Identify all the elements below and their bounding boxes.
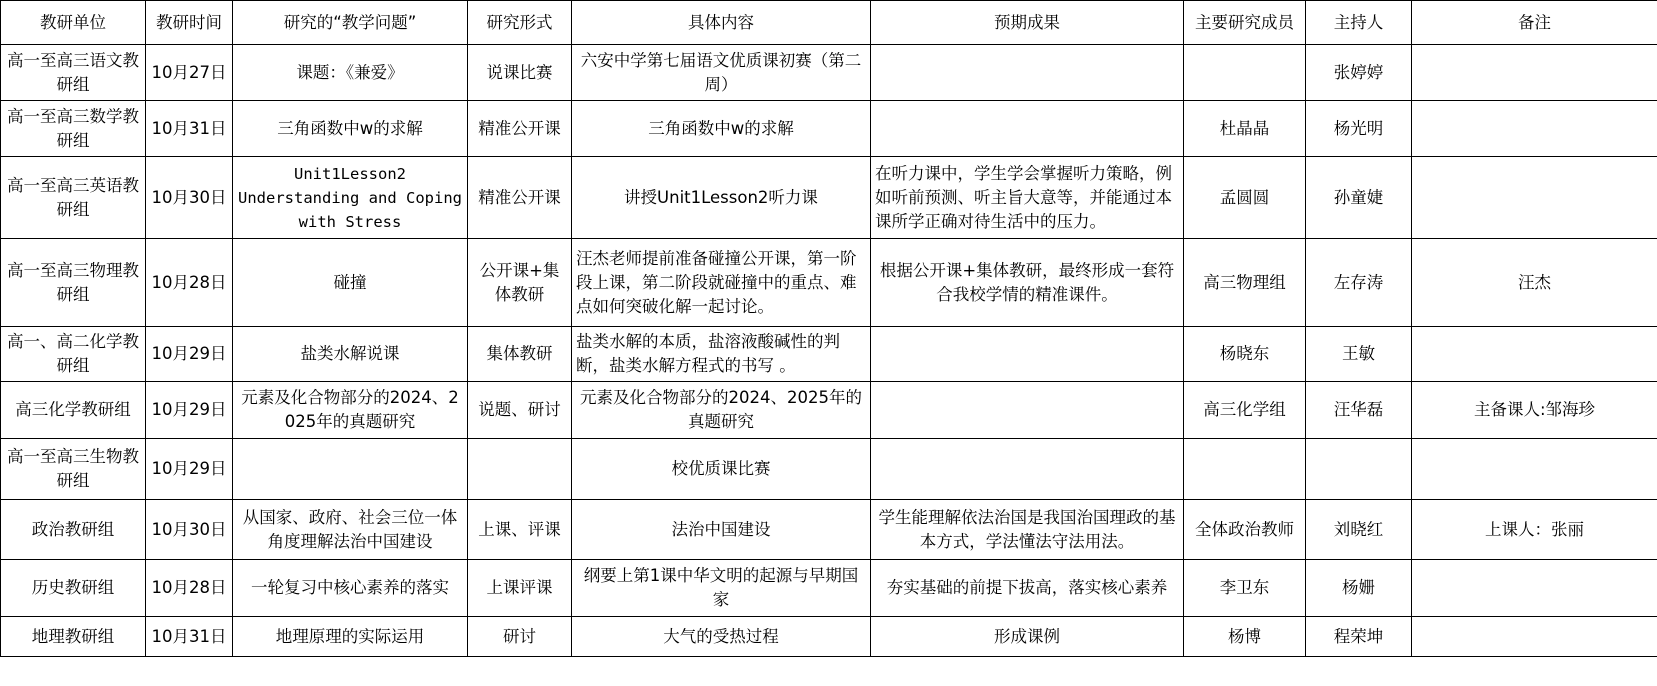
cell-unit: 地理教研组 xyxy=(1,617,146,657)
cell-form: 研讨 xyxy=(468,617,572,657)
cell-unit: 高一、高二化学教研组 xyxy=(1,327,146,382)
cell-outcome xyxy=(871,45,1184,101)
cell-outcome xyxy=(871,327,1184,382)
cell-outcome xyxy=(871,382,1184,439)
cell-content: 纲要上第1课中华文明的起源与早期国家 xyxy=(572,560,871,617)
cell-members: 李卫东 xyxy=(1184,560,1306,617)
cell-content: 六安中学第七届语文优质课初赛（第二周） xyxy=(572,45,871,101)
cell-problem: 碰撞 xyxy=(233,239,468,327)
cell-unit: 高三化学教研组 xyxy=(1,382,146,439)
cell-members: 杨博 xyxy=(1184,617,1306,657)
cell-note: 上课人：张丽 xyxy=(1412,500,1657,560)
cell-members: 孟圆圆 xyxy=(1184,157,1306,239)
table-row xyxy=(1,101,1657,157)
cell-outcome xyxy=(871,101,1184,157)
cell-note xyxy=(1412,439,1657,500)
cell-content: 三角函数中w的求解 xyxy=(572,101,871,157)
table-row xyxy=(1,157,1657,239)
cell-outcome: 形成课例 xyxy=(871,617,1184,657)
table-row xyxy=(1,45,1657,101)
cell-members xyxy=(1184,45,1306,101)
cell-host: 程荣坤 xyxy=(1306,617,1412,657)
table-row xyxy=(1,617,1657,657)
cell-outcome: 在听力课中，学生学会掌握听力策略，例如听前预测、听主旨大意等，并能通过本课所学正确对待生活中的压力。 xyxy=(871,157,1184,239)
cell-host: 杨姗 xyxy=(1306,560,1412,617)
table-row xyxy=(1,560,1657,617)
cell-unit: 历史教研组 xyxy=(1,560,146,617)
cell-host: 张婷婷 xyxy=(1306,45,1412,101)
cell-host: 左存涛 xyxy=(1306,239,1412,327)
cell-host: 汪华磊 xyxy=(1306,382,1412,439)
cell-host: 王敏 xyxy=(1306,327,1412,382)
cell-time: 10月31日 xyxy=(146,617,233,657)
cell-content: 盐类水解的本质，盐溶液酸碱性的判断，盐类水解方程式的书写 。 xyxy=(572,327,871,382)
cell-form: 精准公开课 xyxy=(468,101,572,157)
cell-outcome: 学生能理解依法治国是我国治国理政的基本方式，学法懂法守法用法。 xyxy=(871,500,1184,560)
table-row xyxy=(1,500,1657,560)
cell-problem: Unit1Lesson2 Understanding and Coping with Stress xyxy=(233,157,468,239)
cell-outcome xyxy=(871,439,1184,500)
cell-members: 高三化学组 xyxy=(1184,382,1306,439)
cell-note xyxy=(1412,327,1657,382)
cell-time: 10月29日 xyxy=(146,382,233,439)
cell-form: 精准公开课 xyxy=(468,157,572,239)
header-members: 主要研究成员 xyxy=(1184,1,1306,45)
cell-problem: 三角函数中w的求解 xyxy=(233,101,468,157)
cell-unit: 高一至高三生物教研组 xyxy=(1,439,146,500)
cell-host: 杨光明 xyxy=(1306,101,1412,157)
cell-note xyxy=(1412,617,1657,657)
cell-time: 10月27日 xyxy=(146,45,233,101)
cell-note xyxy=(1412,101,1657,157)
cell-form: 集体教研 xyxy=(468,327,572,382)
header-form: 研究形式 xyxy=(468,1,572,45)
table-row xyxy=(1,382,1657,439)
cell-time: 10月28日 xyxy=(146,560,233,617)
table-row xyxy=(1,239,1657,327)
cell-form: 说题、研讨 xyxy=(468,382,572,439)
cell-form xyxy=(468,439,572,500)
cell-form: 说课比赛 xyxy=(468,45,572,101)
header-problem: 研究的“教学问题” xyxy=(233,1,468,45)
cell-form: 上课评课 xyxy=(468,560,572,617)
table-row xyxy=(1,327,1657,382)
cell-content: 汪杰老师提前准备碰撞公开课，第一阶段上课，第二阶段就碰撞中的重点、难点如何突破化解一起讨论。 xyxy=(572,239,871,327)
cell-time: 10月29日 xyxy=(146,327,233,382)
cell-outcome: 根据公开课+集体教研，最终形成一套符合我校学情的精准课件。 xyxy=(871,239,1184,327)
cell-unit: 政治教研组 xyxy=(1,500,146,560)
cell-host: 孙童婕 xyxy=(1306,157,1412,239)
cell-note: 汪杰 xyxy=(1412,239,1657,327)
cell-time: 10月28日 xyxy=(146,239,233,327)
cell-unit: 高一至高三数学教研组 xyxy=(1,101,146,157)
header-time: 教研时间 xyxy=(146,1,233,45)
cell-members: 全体政治教师 xyxy=(1184,500,1306,560)
cell-content: 法治中国建设 xyxy=(572,500,871,560)
cell-form: 上课、评课 xyxy=(468,500,572,560)
cell-note xyxy=(1412,157,1657,239)
cell-form: 公开课+集体教研 xyxy=(468,239,572,327)
cell-members: 高三物理组 xyxy=(1184,239,1306,327)
cell-time: 10月31日 xyxy=(146,101,233,157)
table-row xyxy=(1,439,1657,500)
cell-host: 刘晓红 xyxy=(1306,500,1412,560)
cell-problem: 一轮复习中核心素养的落实 xyxy=(233,560,468,617)
cell-problem: 地理原理的实际运用 xyxy=(233,617,468,657)
header-content: 具体内容 xyxy=(572,1,871,45)
table-header-row xyxy=(1,1,1657,45)
cell-time: 10月30日 xyxy=(146,500,233,560)
cell-members: 杨晓东 xyxy=(1184,327,1306,382)
cell-unit: 高一至高三物理教研组 xyxy=(1,239,146,327)
header-unit: 教研单位 xyxy=(1,1,146,45)
header-host: 主持人 xyxy=(1306,1,1412,45)
cell-content: 大气的受热过程 xyxy=(572,617,871,657)
cell-host xyxy=(1306,439,1412,500)
header-note: 备注 xyxy=(1412,1,1657,45)
cell-unit: 高一至高三语文教研组 xyxy=(1,45,146,101)
cell-content: 讲授Unit1Lesson2听力课 xyxy=(572,157,871,239)
cell-note xyxy=(1412,45,1657,101)
cell-members: 杜晶晶 xyxy=(1184,101,1306,157)
header-outcome: 预期成果 xyxy=(871,1,1184,45)
cell-time: 10月29日 xyxy=(146,439,233,500)
cell-problem: 盐类水解说课 xyxy=(233,327,468,382)
cell-unit: 高一至高三英语教研组 xyxy=(1,157,146,239)
cell-content: 校优质课比赛 xyxy=(572,439,871,500)
cell-outcome: 夯实基础的前提下拔高，落实核心素养 xyxy=(871,560,1184,617)
cell-note xyxy=(1412,560,1657,617)
cell-problem: 课题：《兼爱》 xyxy=(233,45,468,101)
cell-problem: 元素及化合物部分的2024、2025年的真题研究 xyxy=(233,382,468,439)
cell-time: 10月30日 xyxy=(146,157,233,239)
cell-content: 元素及化合物部分的2024、2025年的真题研究 xyxy=(572,382,871,439)
cell-problem xyxy=(233,439,468,500)
cell-problem: 从国家、政府、社会三位一体角度理解法治中国建设 xyxy=(233,500,468,560)
cell-note: 主备课人:邹海珍 xyxy=(1412,382,1657,439)
cell-members xyxy=(1184,439,1306,500)
